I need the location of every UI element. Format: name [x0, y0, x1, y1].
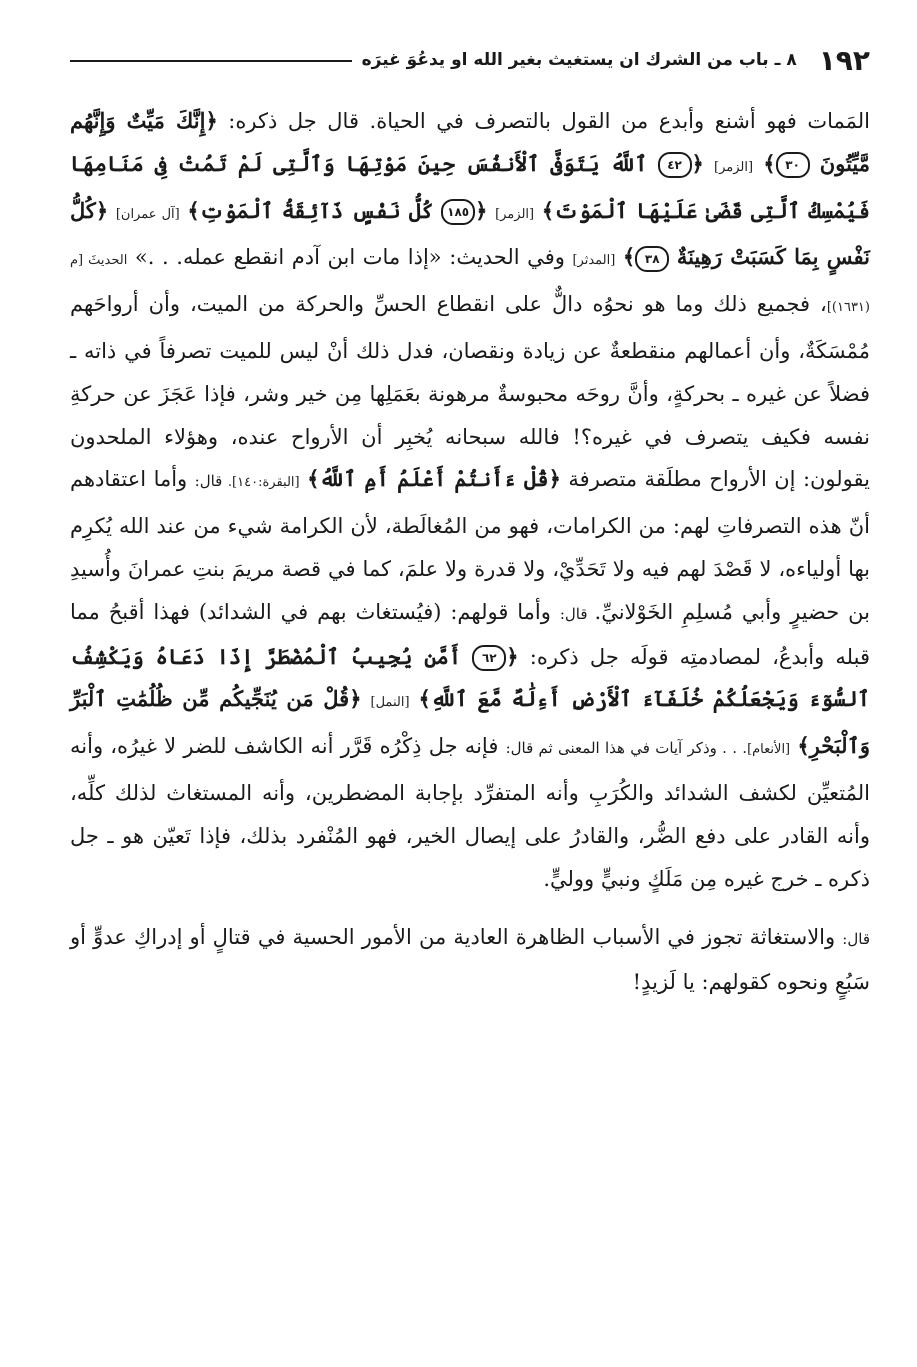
citation: [النمل]	[370, 695, 410, 711]
verse-number: ٣٨	[635, 246, 669, 272]
text-segment: ، فجميع ذلك وما هو نحوُه دالٌّ على انقطاع الحسِّ والحركة من الميت، وأن أرواحَهم مُمْسَكَةٌ، وأن أعمالهم منقطعةٌ عن زيادة ونقصان، فدل ذلك أنْ ليس للميت تصرفاً في ذاته ـ فضلاً عن غيره ـ بحركةٍ، وأنَّ روحَه محبوسةٌ مرهونة بعَمَلِها مِن خير وشر، فإذا عَجَزَ عن حركةِ نفسه فكيف يتصرف في غيره؟! فالله سبحانه يُخبِر أن الأرواح عنده، وهؤلاء الملحدون يقولون: إن الأرواح مطلَقة متصرفة	[70, 292, 870, 492]
citation: [الزمر]	[714, 159, 754, 175]
quran-open-bracket: ﴿	[475, 197, 488, 223]
quran-open-bracket: ﴿	[691, 150, 704, 176]
paragraph	[70, 100, 870, 900]
body-text	[70, 100, 870, 1004]
speaker-label: قال:	[559, 604, 595, 623]
quran-verse: ٱللَّهُ يَتَوَفَّى ٱلْأَنفُسَ حِينَ مَوْتِهَا وَٱلَّتِى لَمْ تَمُتْ فِى مَنَامِهَا فَيُمْسِكُ ٱلَّتِى قَضَىٰ عَلَيْهَا ٱلْمَوْتَ	[70, 150, 870, 223]
quran-open-bracket: ﴿	[95, 197, 109, 223]
speaker-label: قال:	[194, 472, 228, 491]
text-segment: فإنه جل ذِكْرُه قَرَّر أنه الكاشف للضر لا غيرُه، وأنه المُتعيِّن لكشف الشدائد والكُرَبِ وأنه المتفرِّد بإجابة المضطرين، وأنه المستغاث لذلك كلِّه، وأنه القادر على دفع الضُّر، والقادرُ على إيصال الخير، فهو المُنْفرد بذلك، فإذا تَعيّن هو ـ جل ذكره ـ خرج غيره مِن مَلَكٍ ونبيٍّ ووليٍّ.	[70, 734, 870, 891]
verse-number: ٦٢	[472, 645, 506, 671]
citation: الحديثَ [م (١٦٣١)]	[70, 253, 870, 316]
verse-number: ١٨٥	[441, 199, 475, 225]
text-segment: وأما اعتقادهم أنّ هذه التصرفاتِ لهم: من الكرامات، فهو من المُغالَطة، لأن الكرامة شيء من عند الله يُكرِم بها أولياءه، لا قَصْدَ لهم فيه ولا تَحَدِّيْ، ولا قدرة ولا علمَ، كما في قصة مريمَ بنتِ عمرانَ وأُسيدِ بن حضيرٍ وأبي مُسلِمِ الخَوْلانيِّ.	[70, 467, 870, 624]
quran-close-bracket: ﴾	[541, 197, 555, 223]
speaker-label: قال:	[842, 930, 870, 949]
quran-close-bracket: ﴾	[187, 197, 200, 223]
page-number: ١٩٢	[818, 43, 870, 77]
citation: [المدثر]	[572, 253, 616, 269]
book-page	[70, 40, 870, 1340]
quran-verse: كُلُّ نَفْسٍ بِمَا كَسَبَتْ رَهِينَةٌ	[70, 197, 870, 270]
text-segment-small: . . . وذكر آيات في هذا المعنى ثم قال:	[505, 739, 748, 758]
quran-close-bracket: ﴾	[418, 686, 431, 712]
header-rule	[70, 60, 352, 62]
running-head	[70, 40, 870, 80]
running-title: ٨ ـ باب من الشرك ان يستغيث بغير الله او يدعُوَ غيرَه	[361, 50, 797, 70]
citation: [الزمر]	[495, 206, 535, 222]
text-segment: المَمات فهو أشنع وأبدع من القول بالتصرف في الحياة. قال جل ذكره:	[217, 109, 870, 133]
paragraph	[70, 916, 870, 1004]
quran-open-bracket: ﴿	[548, 466, 561, 492]
quran-verse: أَمَّن يُجِيبُ ٱلْمُضْطَرَّ إِذَا دَعَاهُ وَيَكْشِفُ ٱلسُّوٓءَ وَيَجْعَلُكُمْ خُلَفَآءَ ٱلْأَرْضِ أَءِلَٰهٌ مَّعَ ٱللَّهِ	[70, 643, 870, 712]
quran-open-bracket: ﴿	[506, 643, 519, 669]
quran-close-bracket: ﴾	[797, 733, 810, 759]
verse-number: ٣٠	[776, 152, 810, 178]
text-segment: وفي الحديث: «إذا مات ابن آدم انقطع عمله. . .»	[127, 245, 573, 270]
text-segment: وأما قولهم: (فيُستغاث بهم في الشدائد) فهذا أقبحُ مما قبله وأبدعُ، لمصادمتِه قولَه جل ذكره:	[70, 599, 870, 669]
quran-open-bracket: ﴿	[205, 108, 218, 133]
quran-verse: قُلْ مَن يُنَجِّيكُم مِّن ظُلُمَٰتِ ٱلْبَرِّ وَٱلْبَحْرِ	[70, 686, 870, 759]
quran-close-bracket: ﴾	[307, 466, 320, 492]
quran-open-bracket: ﴿	[349, 686, 362, 712]
quran-close-bracket: ﴾	[763, 150, 776, 176]
citation: [آل عمران]	[115, 206, 180, 222]
citation: [البقرة:١٤٠].	[227, 475, 300, 491]
quran-verse: إِنَّكَ مَيِّتٌ وَإِنَّهُم مَّيِّتُونَ	[70, 108, 870, 176]
citation: [الأنعام]	[747, 742, 791, 758]
quran-close-bracket: ﴾	[622, 244, 636, 270]
quran-verse: كُلُّ نَفْسٍ ذَآئِقَةُ ٱلْمَوْتِ	[199, 197, 434, 223]
verse-number: ٤٢	[658, 152, 692, 178]
text-segment: والاستغاثة تجوز في الأسباب الظاهرة العادية من الأمور الحسية في قتالٍ أو إدراكِ عدوٍّ أو سَبُعٍ ونحوه كقولهم: يا لَزيدٍ!	[70, 925, 870, 995]
quran-verse: قُلْ ءَأَنتُمْ أَعْلَمُ أَمِ ٱللَّهُ	[319, 466, 549, 492]
